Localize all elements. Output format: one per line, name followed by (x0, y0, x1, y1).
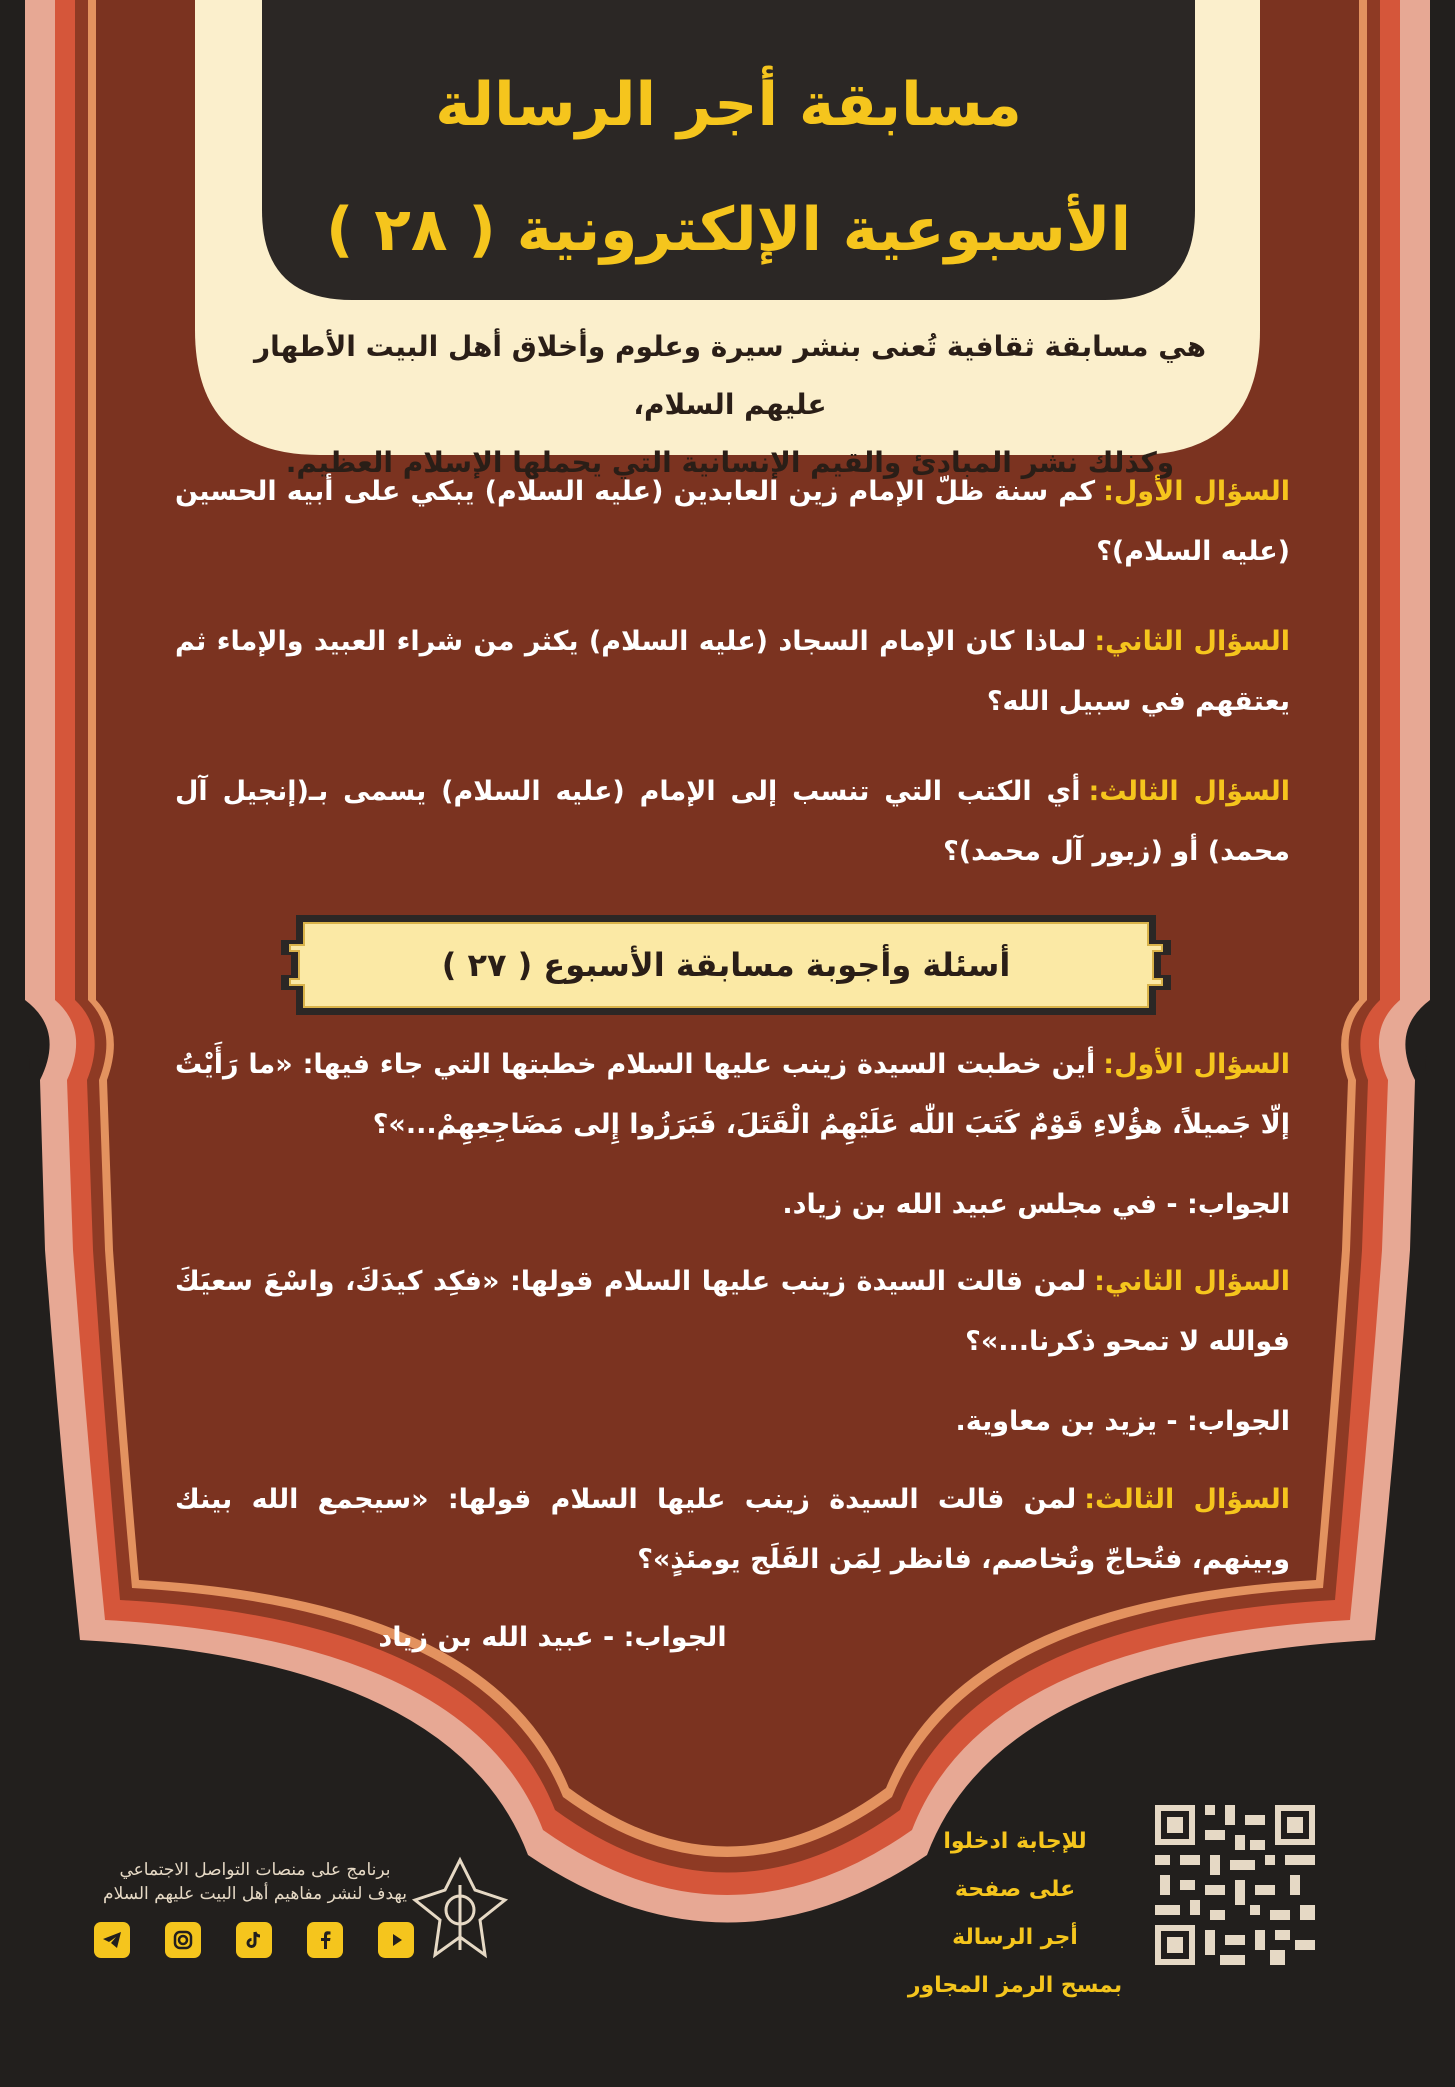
question-label: السؤال الأول: (1103, 1049, 1290, 1080)
question-3 (175, 762, 1290, 882)
instagram-icon[interactable] (165, 1922, 201, 1958)
facebook-icon[interactable] (307, 1922, 343, 1958)
question-text: كم سنة ظلّ الإمام زين العابدين (عليه السلام) يبكي على أبيه الحسين (عليه السلام)؟ (175, 476, 1290, 567)
qr-code[interactable] (1150, 1800, 1320, 1970)
qr-instructions (900, 1818, 1130, 2010)
question-2 (175, 612, 1290, 732)
question-text: أي الكتب التي تنسب إلى الإمام (عليه السلام) يسمى بـ(إنجيل آل محمد) أو (زبور آل محمد)؟ (175, 776, 1290, 867)
previous-answer-1: الجواب: - في مجلس عبيد الله بن زياد. (782, 1189, 1290, 1220)
previous-question-3 (175, 1470, 1290, 1590)
question-text: أين خطبت السيدة زينب عليها السلام خطبتها التي جاء فيها: «ما رَأَيْتُ إلّا جَميلاً، هؤُلاءِ قَوْمٌ كَتَبَ اللّٰه عَلَيْهِمُ الْقَتَلَ، فَبَرَزُوا إِلى مَضَاجِعِهِمْ...»؟ (175, 1049, 1290, 1140)
previous-question-2 (175, 1252, 1290, 1372)
question-label: السؤال الأول: (1103, 476, 1290, 507)
program-logo (405, 1855, 515, 1965)
previous-answer-2: الجواب: - يزيد بن معاوية. (955, 1406, 1290, 1437)
telegram-icon[interactable] (94, 1922, 130, 1958)
previous-week-banner (276, 915, 1176, 1015)
cta-line: بمسح الرمز المجاور (907, 1973, 1123, 1998)
intro-line: هي مسابقة ثقافية تُعنى بنشر سيرة وعلوم وأخلاق أهل البيت الأطهار عليهم السلام، (253, 330, 1207, 421)
question-text: لمن قالت السيدة زينب عليها السلام قولها: «سيجمع الله بينك وبينهم، فتُحاجّ وتُخاصم، فانظر لِمَن الفَلَج يومئذٍ»؟ (175, 1484, 1290, 1575)
question-1 (175, 462, 1290, 582)
tiktok-icon[interactable] (236, 1922, 272, 1958)
previous-question-1 (175, 1035, 1290, 1155)
question-label: السؤال الثاني: (1094, 1266, 1290, 1297)
cta-line: على صفحة (954, 1877, 1076, 1902)
program-line: يهدف لنشر مفاهيم أهل البيت عليهم السلام (103, 1884, 407, 1904)
banner-title: أسئلة وأجوبة مسابقة الأسبوع ( ٢٧ ) (441, 946, 1011, 984)
question-text: لماذا كان الإمام السجاد (عليه السلام) يكثر من شراء العبيد والإماء ثم يعتقهم في سبيل الله؟ (175, 626, 1290, 717)
question-text: لمن قالت السيدة زينب عليها السلام قولها: «فكِد كيدَكَ، واسْعَ سعيَكَ فوالله لا تمحو ذكرنا...»؟ (175, 1266, 1290, 1357)
title-panel (262, 0, 1195, 300)
intro-line: وكذلك نشر المبادئ والقيم الإنسانية التي يحملها الإسلام العظيم. (285, 446, 1175, 479)
previous-answer-3: الجواب: - عبيد الله بن زياد (378, 1622, 727, 1653)
social-links (94, 1922, 414, 1958)
program-description (85, 1858, 425, 1906)
page-subtitle: الأسبوعية الإلكترونية ( ٢٨ ) (325, 195, 1132, 265)
cta-line: للإجابة ادخلوا (943, 1829, 1087, 1854)
question-label: السؤال الثالث: (1088, 776, 1291, 807)
question-label: السؤال الثالث: (1084, 1484, 1291, 1515)
cta-line: أجر الرسالة (952, 1925, 1078, 1950)
question-label: السؤال الثاني: (1094, 626, 1290, 657)
program-line: برنامج على منصات التواصل الاجتماعي (119, 1860, 391, 1880)
page-title: مسابقة أجر الرسالة (435, 70, 1022, 140)
